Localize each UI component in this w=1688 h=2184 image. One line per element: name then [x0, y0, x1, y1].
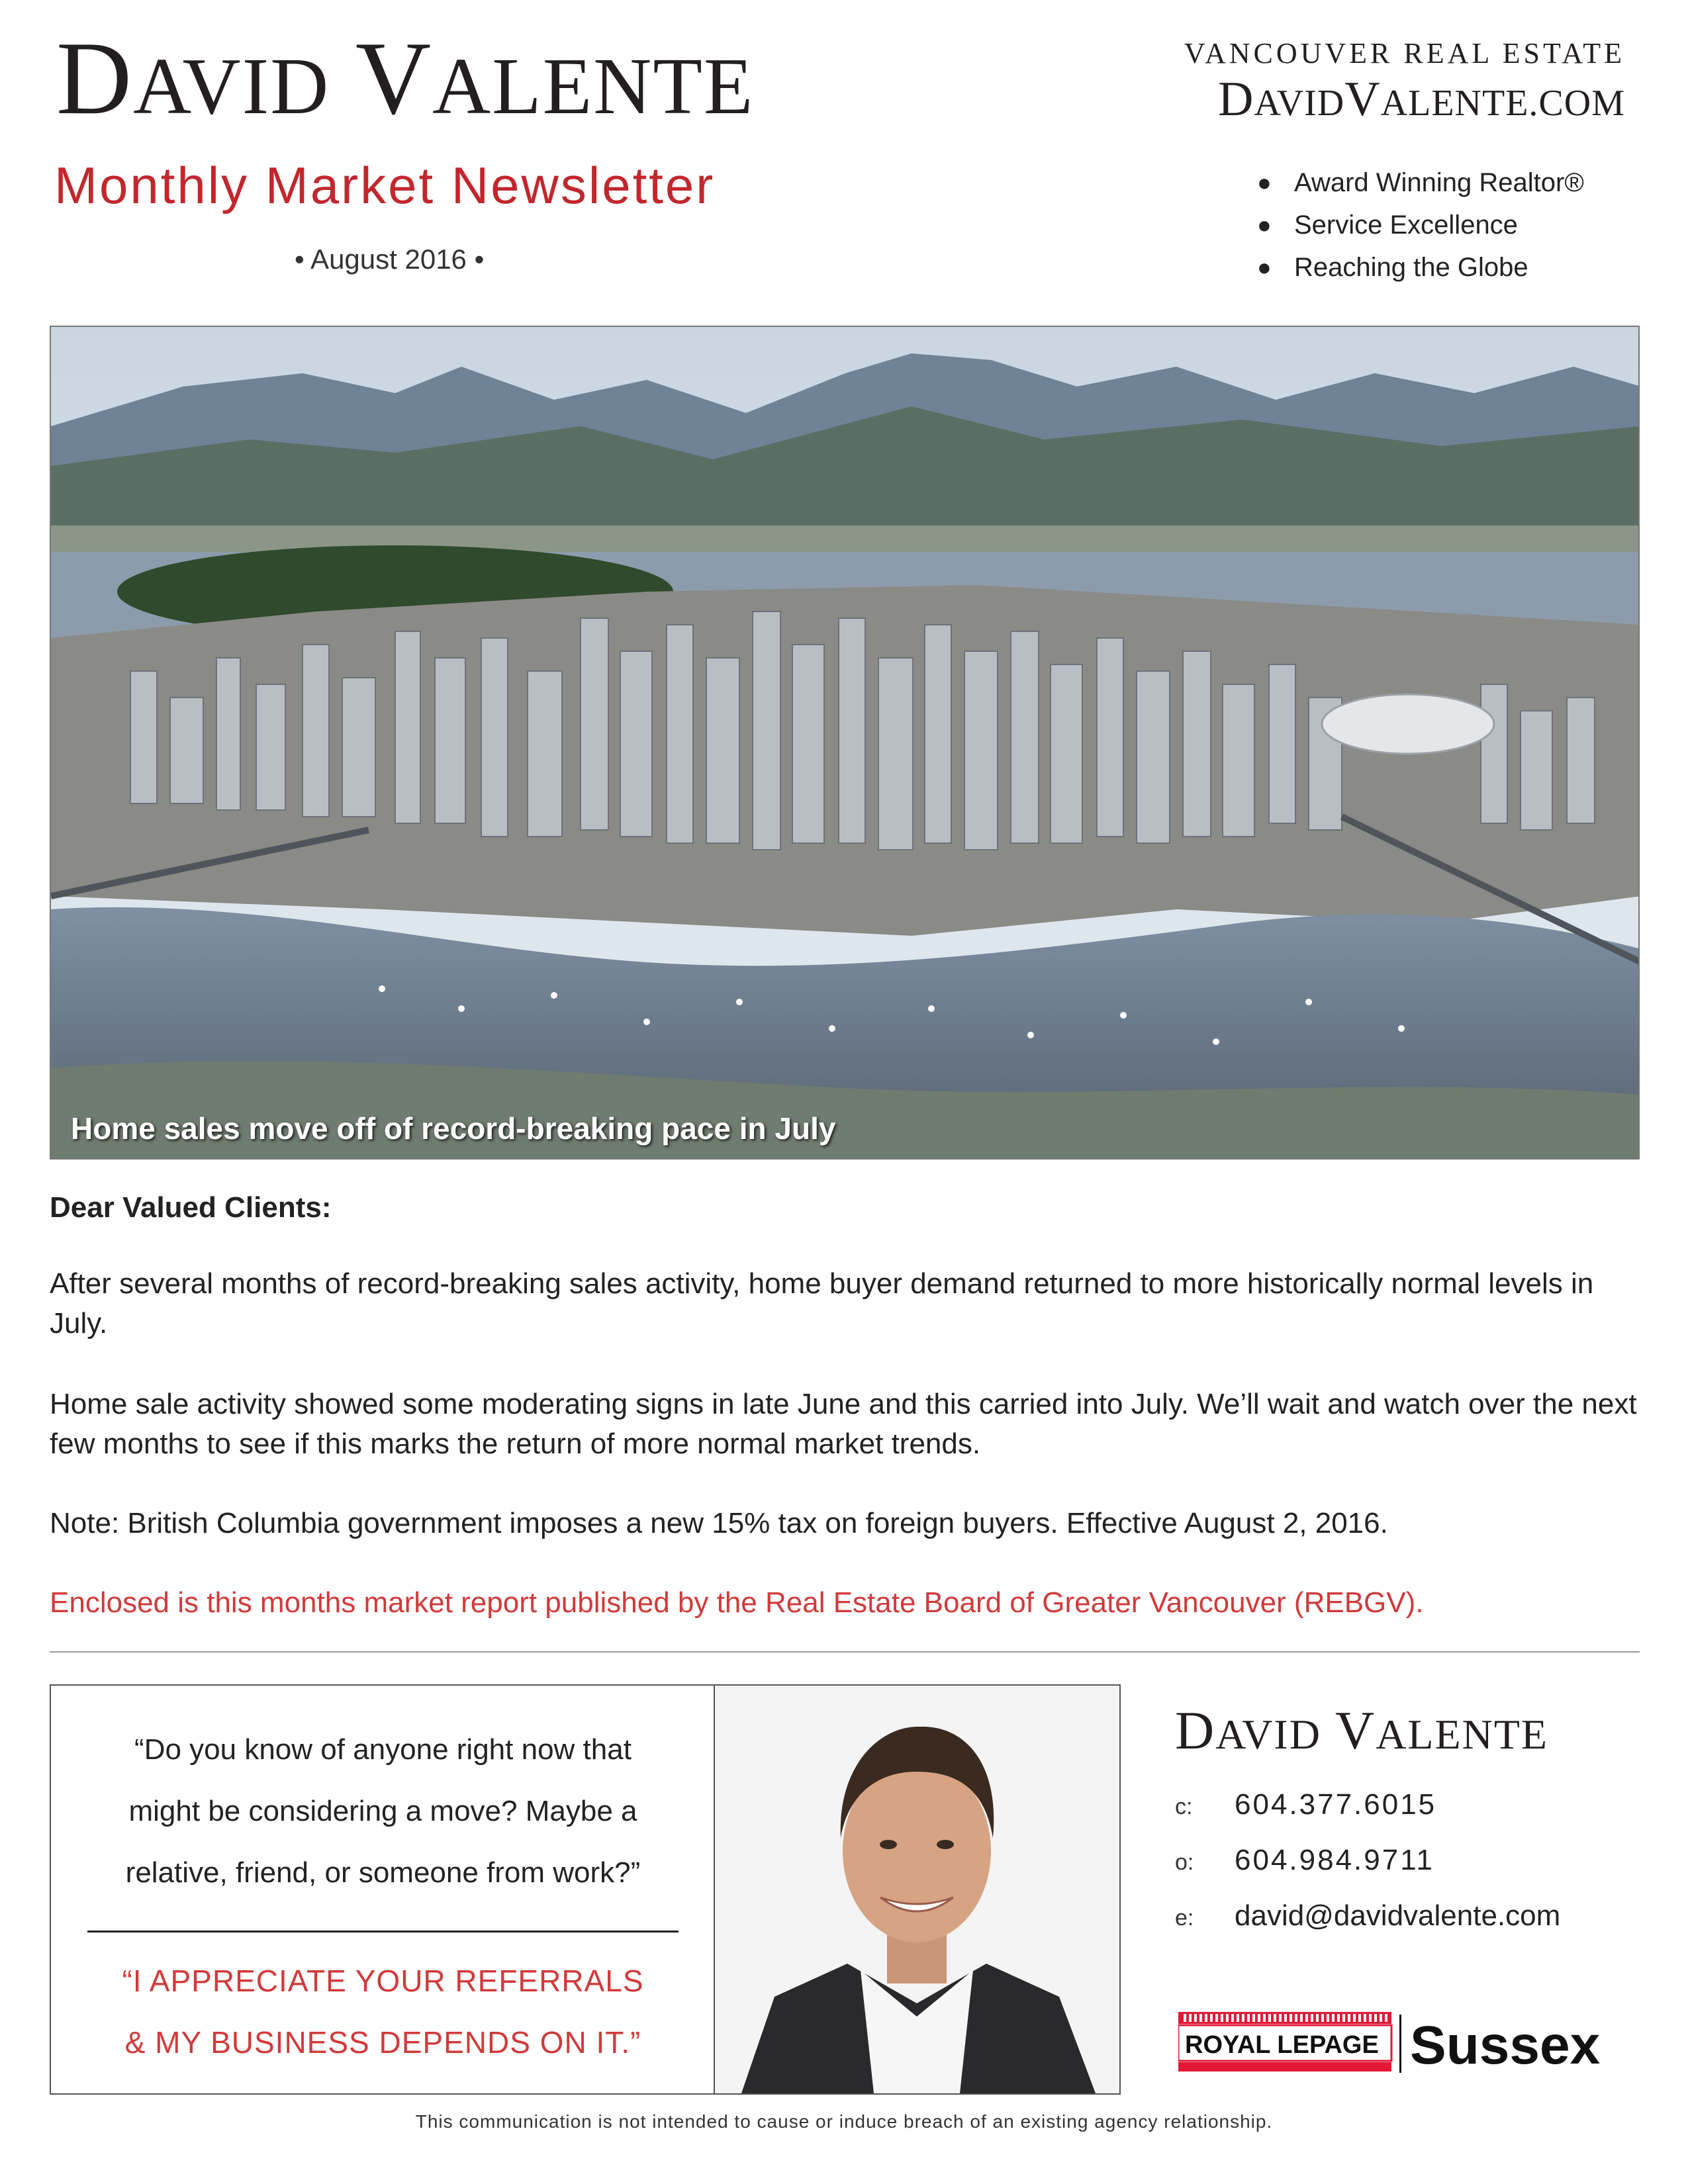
referral-quote-area: [51, 1686, 715, 2093]
highlight-item: ● Award Winning Realtor®: [1257, 168, 1584, 197]
royal-lepage-sussex-logo: [1178, 2012, 1602, 2075]
brokerage-logo-graphic: [1178, 2012, 1602, 2075]
referral-box: [50, 1684, 1121, 2095]
highlights-list: [1254, 161, 1584, 289]
brand-name: DAVID VALENTE: [56, 21, 755, 136]
paragraph-3: Note: British Columbia government imposes a new 15% tax on foreign buyers. Effective August 2, 2016.: [50, 1507, 1388, 1539]
agent-portrait: [715, 1686, 1119, 2093]
royal-lepage-text: ROYAL LEPAGE: [1185, 2031, 1379, 2059]
vancouver-skyline-illustration: [51, 327, 1640, 1160]
paragraph-enclosed-note: Enclosed is this months market report published by the Real Estate Board of Greater Vancouver (REBGV).: [50, 1586, 1424, 1619]
contact-cell[interactable]: c: 604.377.6015: [1175, 1788, 1437, 1821]
contact-office[interactable]: o: 604.984.9711: [1175, 1844, 1434, 1876]
contact-email[interactable]: e: david@davidvalente.com: [1175, 1899, 1561, 1932]
referral-question: “Do you know of anyone right now that might be considering a move? Maybe a relative, friend, or someone from work?”: [125, 1733, 641, 1889]
paragraph-1: After several months of record-breaking sales activity, home buyer demand returned to more historically normal levels in July.: [50, 1267, 1594, 1340]
salutation: Dear Valued Clients:: [50, 1191, 332, 1224]
disclaimer: This communication is not intended to cause or induce breach of an existing agency relationship.: [415, 2111, 1273, 2132]
referral-appreciation: “I APPRECIATE YOUR REFERRALS & MY BUSINESS DEPENDS ON IT.”: [122, 1964, 644, 2060]
hero-caption: Home sales move off of record-breaking pace in July: [71, 1111, 836, 1146]
newsletter-title: Monthly Market Newsletter: [54, 156, 716, 214]
sussex-text: Sussex: [1410, 2015, 1601, 2075]
quote-divider: [87, 1931, 679, 1933]
section-divider: [50, 1651, 1640, 1653]
website[interactable]: DAVIDVALENTE.COM: [1218, 72, 1625, 126]
tagline: VANCOUVER REAL ESTATE: [1184, 37, 1625, 69]
hero-image: [50, 326, 1640, 1160]
issue-date: • August 2016 •: [295, 244, 485, 275]
contact-name: DAVID VALENTE: [1175, 1700, 1548, 1760]
paragraph-2: Home sale activity showed some moderating signs in late June and this carried into July. We’ll wait and watch over the next few months to see if this marks the return of more normal market trends.: [50, 1388, 1637, 1460]
highlight-item: ● Service Excellence: [1257, 210, 1518, 240]
agent-portrait-illustration: [715, 1686, 1119, 2093]
highlight-item: ● Reaching the Globe: [1257, 253, 1528, 282]
